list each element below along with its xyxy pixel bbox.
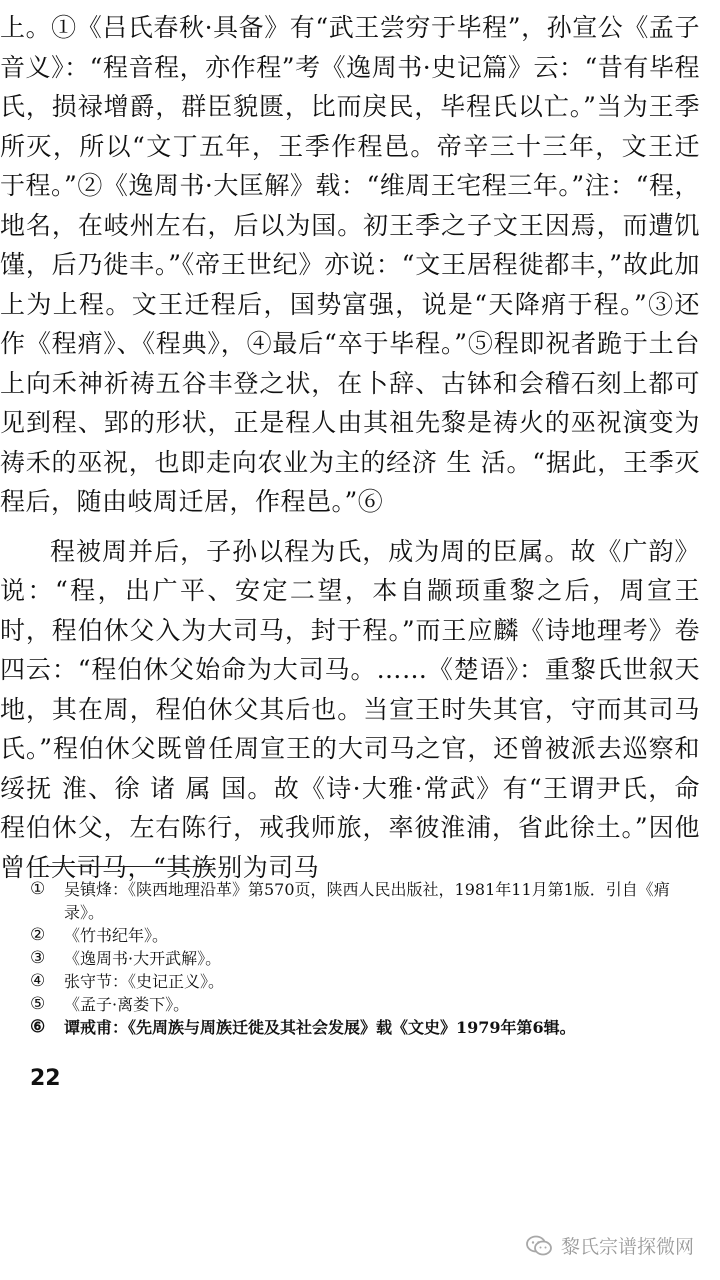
footnote-text: 吴镇烽：《陕西地理沿革》第570页，陕西人民出版社，1981年11月第1版．引自《痟录》。	[64, 880, 670, 922]
main-text	[0, 8, 700, 887]
footnote-number: ③	[30, 948, 46, 968]
footnote-text: 《孟子·离娄下》。	[64, 995, 190, 1014]
footnote-number: ①	[30, 879, 46, 899]
footnote-1	[30, 878, 690, 924]
paragraph-2-first-line: 程被周并后，子孙以程为氏，成为周的臣属。故《广韵》说：	[0, 536, 700, 605]
footnote-2	[30, 924, 690, 947]
paragraph-1: 上。①《吕氏春秋·具备》有“武王尝穷于毕程”，孙宣公《孟子音义》：“程音程，亦作程”考《逸周书·史记篇》云：“昔有毕程氏，损禄增爵，群臣貌匮，比而戾民，毕程氏以亡。”当为王季所灭，所以“文丁五年，王季作程邑。帝辛三十三年，文王迁于程。”②《逸周书·大匡解》载：“维周王宅程三年。”注：“程，地名，在岐州左右，后以为国。初王季之子文王因焉，而遭饥馑，后乃徙丰。”《帝王世纪》亦说：“文王居程徙都丰，”故此加上为上程。文王迁程后，国势富强，说是“天降痟于程。”③还作《程痟》、《程典》，④最后“卒于毕程。”⑤程即祝者跪于土台上向禾神祈祷五谷丰登之状，在卜辞、古钵和会稽石刻上都可见到程、郢的形状，正是程人由其祖先黎是祷火的巫祝演变为祷禾的巫祝，也即走向农业为主的经济 生 活。“据此，王季灭程后，随由岐周迁居，作程邑。”⑥	[0, 13, 700, 516]
paragraph-2	[0, 532, 700, 888]
footnote-4	[30, 970, 690, 993]
footnote-number: ⑥	[30, 1017, 46, 1037]
wechat-icon	[525, 1234, 553, 1258]
watermark-text: 黎氏宗谱探微网	[560, 1236, 694, 1258]
footnote-number: ⑤	[30, 994, 46, 1014]
footnote-text: 谭戒甫：《先周族与周族迁徙及其社会发展》载《文史》1979年第6辑。	[64, 1018, 576, 1037]
paragraph-2-rest: “程，出广平、安定二望，本自颛顼重黎之后，周宣王时，程伯休父入为大司马，封于程。”而王应麟《诗地理考》卷四云：“程伯休父始命为大司马。……《楚语》：重黎氏世叙天地，其在周，程伯休父其后也。当宣王时失其官，守而其司马氏。”程伯休父既曾任周宣王的大司马之官，还曾被派去巡察和绥抚 淮、徐 诸 属 国。故《诗·大雅·常武》有“王谓尹氏，命程伯休父，左右陈行，戒我师旅，率彼淮浦，省此徐土。”因他曾任大司马，“其族别为司马	[0, 576, 700, 882]
footnote-text: 《逸周书·大开武解》。	[64, 949, 222, 968]
footnote-text: 《竹书纪年》。	[64, 926, 169, 945]
footnote-number: ②	[30, 925, 46, 945]
watermark	[525, 1232, 694, 1259]
footnote-number: ④	[30, 971, 46, 991]
footnote-6	[30, 1016, 690, 1039]
footnote-text: 张守节：《史记正义》。	[64, 972, 225, 991]
footnote-5	[30, 993, 690, 1016]
footnote-divider	[30, 866, 212, 867]
page-number: 22	[30, 1066, 61, 1091]
footnote-3	[30, 947, 690, 970]
footnotes	[30, 878, 690, 1039]
